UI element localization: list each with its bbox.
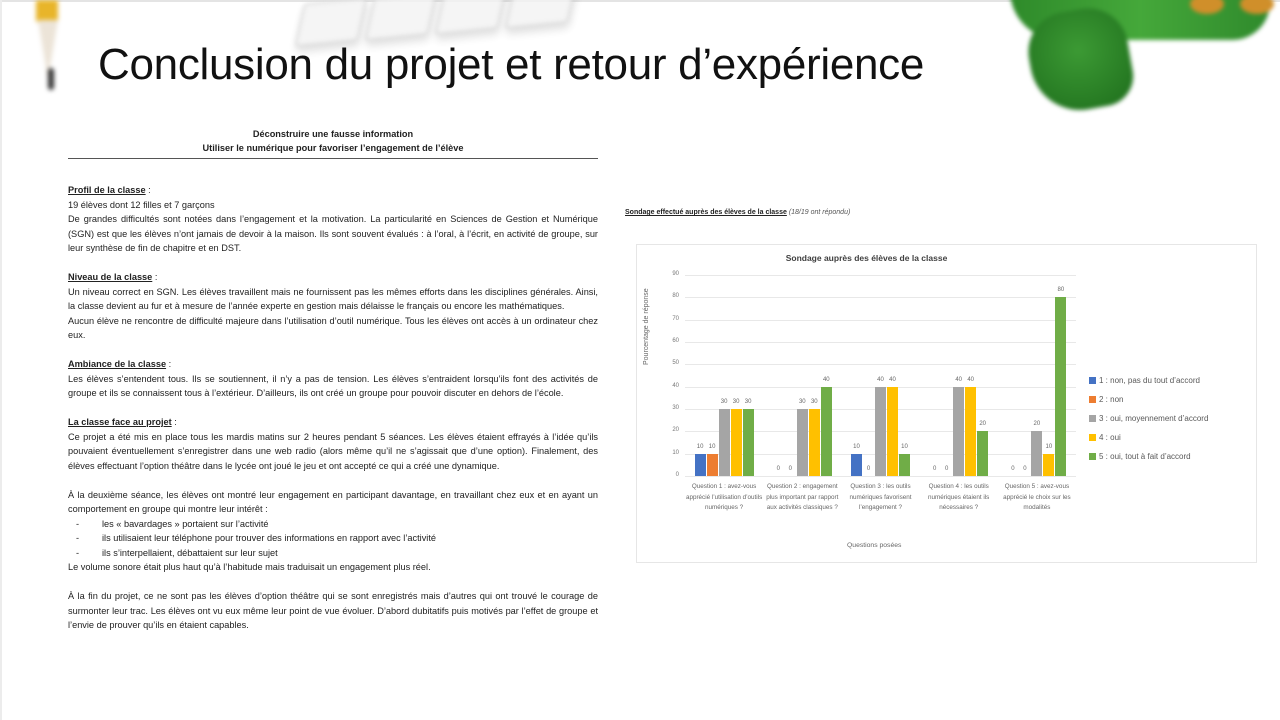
- bar-value-label: 10: [853, 443, 860, 450]
- legend-label: 5 : oui, tout à fait d’accord: [1099, 452, 1191, 461]
- paragraph: 19 élèves dont 12 filles et 7 garçons: [68, 199, 215, 210]
- caption-main: Sondage effectué auprès des élèves de la classe: [625, 209, 787, 216]
- section-title-suffix: :: [171, 417, 177, 427]
- bar-value-label: 30: [744, 399, 752, 405]
- bullet-item: - ils utilisaient leur téléphone pour trouver des informations en rapport avec l’activité: [90, 531, 598, 546]
- bar-value-label: 10: [696, 443, 704, 450]
- plot-area: [672, 271, 1076, 511]
- paragraph: Le volume sonore était plus haut qu’à l’habitude mais traduisait un engagement plus réel.: [68, 562, 431, 572]
- bar-value-label: 40: [877, 376, 884, 383]
- gridline: [685, 275, 1076, 276]
- bar-value-label: 0: [933, 466, 937, 472]
- chart-title: Sondage auprès des élèves de la classe: [785, 253, 948, 263]
- x-category-label: Question 1 : avez-vous apprécié l’utilisation d’outils numériques ?: [685, 483, 763, 511]
- section-title-suffix: :: [166, 359, 172, 369]
- bar-value-label: 0: [788, 466, 792, 472]
- x-category-label: Question 5 : avez-vous apprécié le choix sur les modalités: [1003, 483, 1071, 511]
- section-niveau: [68, 270, 598, 343]
- bullet-item: - ils s’interpellaient, débattaient sur leur sujet: [90, 546, 598, 561]
- bar-value-label: 0: [1023, 466, 1027, 472]
- paragraph: Ce projet a été mis en place tous les mardis matins sur 2 heures pendant 5 séances. Les élèves étaient effrayés à l’idée qu’ils pouvaient éventuellement s’enregistrer dans une web radio (alors même qu’il ne s’agissait que d’une option). Finalement, des élèves effectuant l’option théâtre dans le lycée ont joué le jeu et ont accepté ce qui a créé une dynamique.: [68, 431, 598, 471]
- bar: [797, 409, 808, 476]
- bar-value-label: 0: [776, 466, 780, 472]
- document-header-line-2: Utiliser le numérique pour favoriser l’engagement de l’élève: [202, 143, 464, 153]
- y-tick-label: 90: [672, 271, 679, 277]
- y-tick-label: 50: [672, 360, 679, 367]
- bar-value-label: 30: [810, 399, 818, 405]
- bar: [809, 409, 820, 476]
- bar-value-label: 10: [901, 443, 908, 450]
- section-title: Ambiance de la classe: [68, 359, 167, 369]
- bar: [695, 454, 706, 476]
- bar: [899, 454, 910, 476]
- bar: [1055, 297, 1066, 476]
- bar-value-label: 0: [1011, 466, 1015, 472]
- paragraph: Les élèves s’entendent tous. Ils se soutiennent, il n’y a pas de tension. Les élèves s’entraident lorsqu’ils font des activités de groupe et ils se connaissent tous à l’extérieur. D’ailleurs, ils ont créé un groupe pour pouvoir discuter en dehors de l’école.: [68, 373, 598, 398]
- bar-value-label: 80: [1057, 287, 1065, 294]
- bar: [707, 454, 718, 476]
- bar: [719, 409, 730, 476]
- bar-value-label: 20: [979, 421, 987, 428]
- plant-decoration-icon: [1010, 0, 1280, 110]
- bar: [887, 387, 898, 476]
- bar: [1043, 454, 1054, 476]
- section-title-suffix: :: [152, 272, 158, 282]
- section-title: Niveau de la classe: [68, 272, 153, 282]
- paragraph: De grandes difficultés sont notées dans l’engagement et la motivation. La particularité en Sciences de Gestion et Numérique (SGN) est que les élèves n’ont jamais de devoir à la maison. Ils sont souvent évalués : à l’oral, à l’écrit, en activité de groupe, sur leur synthèse de fin de chapitre et en DST.: [68, 214, 598, 253]
- gridline: [685, 364, 1076, 365]
- survey-bar-chart: [636, 244, 1257, 563]
- document-excerpt: [68, 127, 598, 633]
- bar: [875, 387, 886, 476]
- y-tick-label: 10: [672, 449, 679, 456]
- legend-item: [1089, 409, 1208, 428]
- bar: [965, 387, 976, 476]
- bar-value-label: 20: [1033, 421, 1041, 428]
- bar: [821, 387, 832, 476]
- paragraph: À la fin du projet, ce ne sont pas les élèves d’option théâtre qui se sont enregistrés mais d’autres qui ont trouvé le courage de surmonter leur trac. Les élèves ont vu eux même leur point de vue évoluer. D’abord dubitatifs puis motivés par l’effet de groupe et l’envie de prouver qu’ils en étaient capables.: [68, 591, 598, 630]
- bar-value-label: 30: [720, 399, 728, 405]
- legend-item: [1089, 371, 1208, 390]
- gridline: [685, 476, 1076, 477]
- x-category-label: Question 4 : les outils numériques étaient ils nécessaires ?: [928, 483, 990, 511]
- bar: [977, 431, 988, 476]
- y-tick-label: 0: [675, 472, 679, 478]
- legend-swatch-icon: [1089, 453, 1096, 460]
- bullet-list: [68, 517, 598, 561]
- bullet-item: - les « bavardages » portaient sur l’activité: [90, 517, 598, 532]
- slide-left-edge: [0, 0, 2, 720]
- section-ambiance: [68, 357, 598, 401]
- paragraph: À la deuxième séance, les élèves ont montré leur engagement en participant davantage, en travaillant chez eux et en ayant un comportement en groupe qui montre leur intérêt :: [68, 489, 598, 514]
- gridline: [685, 297, 1076, 298]
- section-profil: [68, 183, 598, 256]
- bar-value-label: 0: [866, 466, 871, 472]
- slide-title: Conclusion du projet et retour d’expérience: [98, 40, 925, 89]
- bar-value-label: 40: [822, 376, 830, 383]
- legend-swatch-icon: [1089, 396, 1096, 403]
- y-tick-label: 30: [672, 405, 679, 411]
- bar-value-label: 40: [967, 376, 975, 383]
- gridline: [685, 342, 1076, 343]
- y-tick-label: 70: [672, 315, 679, 322]
- bar: [851, 454, 862, 476]
- x-category-label: Question 2 : engagement plus important par rapport aux activités classiques ?: [766, 483, 839, 511]
- chart-caption: [625, 209, 850, 216]
- y-tick-label: 40: [672, 382, 679, 389]
- y-axis-title: Pourcentage de réponse: [643, 288, 650, 365]
- x-axis-title: Questions posées: [847, 542, 902, 549]
- section-title-suffix: :: [145, 185, 151, 195]
- document-header-line-1: Déconstruire une fausse information: [252, 129, 414, 139]
- bar-value-label: 10: [708, 443, 716, 450]
- pencil-decoration-icon: [30, 0, 74, 100]
- chart-legend: [1089, 371, 1208, 466]
- bar: [731, 409, 742, 476]
- x-category-label: Question 3 : les outils numériques favorisent l’engagement ?: [849, 483, 912, 511]
- bar-value-label: 0: [945, 466, 949, 472]
- bar: [953, 387, 964, 476]
- legend-item: [1089, 390, 1208, 409]
- section-title: La classe face au projet: [68, 417, 172, 427]
- bar-value-label: 30: [798, 399, 806, 405]
- bar: [1031, 431, 1042, 476]
- section-title: Profil de la classe: [68, 185, 146, 195]
- header-divider: [68, 158, 598, 159]
- legend-label: 3 : oui, moyennement d’accord: [1099, 414, 1209, 423]
- paragraph: Aucun élève ne rencontre de difficulté majeure dans l’utilisation d’outil numérique. Tous les élèves ont accès à un ordinateur chez eux.: [68, 315, 598, 340]
- legend-swatch-icon: [1089, 415, 1096, 422]
- bar-value-label: 30: [732, 399, 740, 405]
- gridline: [685, 320, 1076, 321]
- y-tick-label: 80: [672, 293, 679, 300]
- caption-note: (18/19 ont répondu): [788, 209, 851, 216]
- legend-swatch-icon: [1089, 434, 1096, 441]
- bar: [743, 409, 754, 476]
- y-tick-label: 60: [672, 338, 679, 344]
- legend-label: 4 : oui: [1099, 433, 1121, 442]
- section-projet: [68, 415, 598, 633]
- legend-label: 1 : non, pas du tout d’accord: [1099, 376, 1200, 385]
- bar-value-label: 40: [955, 376, 963, 383]
- legend-label: 2 : non: [1099, 395, 1124, 404]
- paragraph: Un niveau correct en SGN. Les élèves travaillent mais ne fournissent pas les mêmes efforts dans les disciplines générales. Ainsi, la classe devient au fur et à mesure de l’année experte en gestion mais délaisse le français ou encore les mathématiques.: [68, 286, 598, 311]
- legend-swatch-icon: [1089, 377, 1096, 384]
- y-tick-label: 20: [672, 427, 679, 434]
- legend-item: [1089, 428, 1208, 447]
- bar-value-label: 10: [1045, 443, 1053, 450]
- legend-item: [1089, 447, 1208, 466]
- bar-value-label: 40: [889, 376, 896, 383]
